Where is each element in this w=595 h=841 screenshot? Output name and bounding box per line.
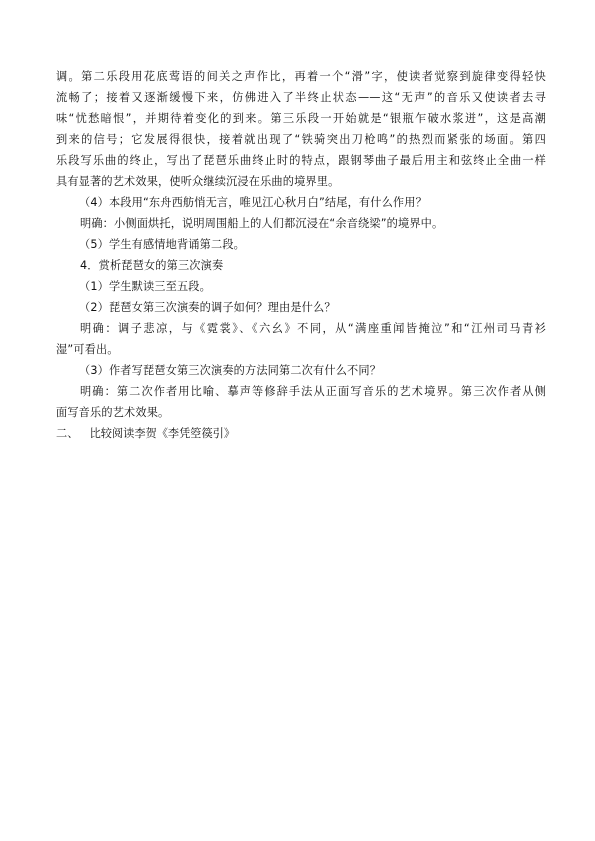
paragraph-line: 到来的信号；它发展得很快，接着就出现了“铁骑突出刀枪鸣”的热烈而紧张的场面。第四: [56, 133, 546, 146]
section-heading: [56, 423, 546, 444]
paragraph-line: 调。第二乐段用花底莺语的间关之声作比，再着一个“滑”字，使读者觉察到旋律变得轻快: [56, 70, 546, 83]
question-line: （3）作者写琵琶女第三次演奏的方法同第二次有什么不同？: [79, 364, 382, 377]
paragraph-line: 具有显著的艺术效果，使听众继续沉浸在乐曲的境界里。: [56, 175, 340, 188]
paragraph-line: 乐段写乐曲的终止，写出了琵琶乐曲终止时的特点，跟钢琴曲子最后用主和弦终止全曲一样: [56, 154, 546, 167]
task-line: （1）学生默读三至五段。: [79, 280, 211, 293]
question-line: （2）琵琶女第三次演奏的调子如何？理由是什么？: [79, 301, 336, 314]
answer-line: 明确：小侧面烘托，说明周围船上的人们都沉浸在“余音绕梁”的境界中。: [80, 217, 444, 230]
answer-line: 湿”可看出。: [56, 343, 119, 356]
section-number: 二、: [56, 427, 79, 440]
answer-line: 面写音乐的艺术效果。: [56, 406, 170, 419]
task-line: （5）学生有感情地背诵第二段。: [79, 238, 245, 251]
paragraph-line: 味“忧愁暗恨”，并期待着变化的到来。第三乐段一开始就是“银瓶乍破水浆迸”，这是高潮: [56, 112, 546, 125]
section-title: 比较阅读李贺《李凭箜篌引》: [89, 427, 236, 440]
answer-line: 明确：第二次作者用比喻、摹声等修辞手法从正面写音乐的艺术境界。第三次作者从侧: [80, 385, 546, 398]
answer-line: 明确：调子悲凉，与《霓裳》、《六幺》不同，从“满座重闻皆掩泣”和“江州司马青衫: [80, 322, 546, 335]
document-body: [56, 66, 546, 444]
paragraph-line: 流畅了；接着又逐渐缓慢下来，仿佛进入了半终止状态——这“无声”的音乐又使读者去寻: [56, 91, 546, 104]
subsection-heading: 4．赏析琵琶女的第三次演奏: [80, 259, 224, 272]
question-line: （4）本段用“东舟西舫悄无言，唯见江心秋月白”结尾，有什么作用？: [79, 196, 427, 209]
